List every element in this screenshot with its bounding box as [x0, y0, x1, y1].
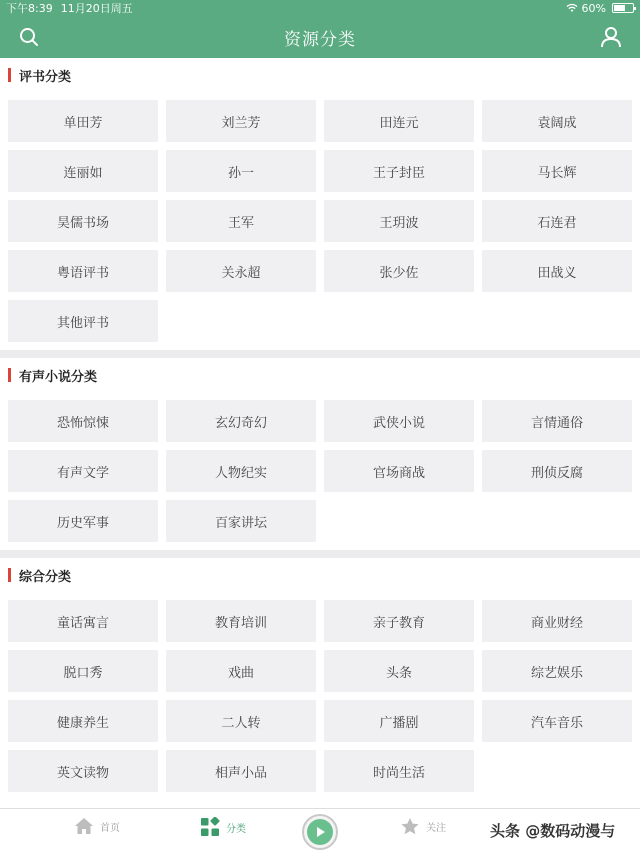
- tab-category[interactable]: [200, 817, 246, 837]
- section-marker: [8, 568, 11, 582]
- category-item[interactable]: 关永超: [166, 250, 316, 292]
- section-title: 综合分类: [19, 569, 72, 585]
- nav-bar: [0, 16, 640, 58]
- category-item[interactable]: 连丽如: [8, 150, 158, 192]
- category-item[interactable]: 马长辉: [482, 150, 632, 192]
- wifi-icon: [566, 3, 578, 13]
- category-item[interactable]: 汽车音乐: [482, 700, 632, 742]
- category-item[interactable]: 教育培训: [166, 600, 316, 642]
- category-item[interactable]: 田连元: [324, 100, 474, 142]
- category-grid: [0, 92, 640, 342]
- status-bar: [0, 0, 640, 16]
- category-item[interactable]: 人物纪实: [166, 450, 316, 492]
- tab-follow-label: 关注: [426, 823, 446, 834]
- category-item[interactable]: 粤语评书: [8, 250, 158, 292]
- battery-percent: 60%: [581, 1, 606, 15]
- category-item[interactable]: 言情通俗: [482, 400, 632, 442]
- category-item[interactable]: 田战义: [482, 250, 632, 292]
- category-item[interactable]: 石连君: [482, 200, 632, 242]
- section-pingshu: [0, 58, 640, 350]
- section-marker: [8, 68, 11, 82]
- category-item[interactable]: 历史军事: [8, 500, 158, 542]
- tab-category-label: 分类: [226, 823, 246, 835]
- category-item[interactable]: 健康养生: [8, 700, 158, 742]
- category-item[interactable]: 王玥波: [324, 200, 474, 242]
- category-item[interactable]: 官场商战: [324, 450, 474, 492]
- category-item[interactable]: 孙一: [166, 150, 316, 192]
- category-item[interactable]: 袁阔成: [482, 100, 632, 142]
- section-marker: [8, 368, 11, 382]
- category-item[interactable]: 有声文学: [8, 450, 158, 492]
- category-item[interactable]: 其他评书: [8, 300, 158, 342]
- category-item[interactable]: 童话寓言: [8, 600, 158, 642]
- page-title: 资源分类: [284, 29, 356, 50]
- tab-home-label: 首页: [100, 822, 120, 834]
- category-item[interactable]: 武侠小说: [324, 400, 474, 442]
- watermark: 头条 @数码动漫与: [490, 822, 616, 840]
- category-item[interactable]: 百家讲坛: [166, 500, 316, 542]
- category-item[interactable]: 英文读物: [8, 750, 158, 792]
- section-title: 有声小说分类: [19, 369, 98, 385]
- search-button[interactable]: [16, 24, 42, 50]
- category-item[interactable]: 刘兰芳: [166, 100, 316, 142]
- category-item[interactable]: 综艺娱乐: [482, 650, 632, 692]
- category-item[interactable]: 刑侦反腐: [482, 450, 632, 492]
- category-item[interactable]: 脱口秀: [8, 650, 158, 692]
- category-item[interactable]: 单田芳: [8, 100, 158, 142]
- category-item[interactable]: 广播剧: [324, 700, 474, 742]
- category-item[interactable]: 恐怖惊悚: [8, 400, 158, 442]
- play-icon: [314, 826, 326, 838]
- category-item[interactable]: 相声小品: [166, 750, 316, 792]
- search-icon: [19, 27, 39, 47]
- category-item[interactable]: 头条: [324, 650, 474, 692]
- category-item[interactable]: 王军: [166, 200, 316, 242]
- section-title: 评书分类: [19, 69, 72, 85]
- tab-home[interactable]: [74, 817, 120, 835]
- category-grid: [0, 592, 640, 792]
- category-item[interactable]: 玄幻奇幻: [166, 400, 316, 442]
- category-icon: [200, 817, 220, 837]
- star-icon: [400, 817, 420, 836]
- section-general: [0, 558, 640, 800]
- section-divider: [0, 550, 640, 558]
- category-item[interactable]: 商业财经: [482, 600, 632, 642]
- category-list[interactable]: [0, 58, 640, 808]
- section-divider: [0, 350, 640, 358]
- section-header: [0, 58, 640, 92]
- user-icon: [600, 26, 622, 48]
- profile-button[interactable]: [598, 24, 624, 50]
- home-icon: [74, 817, 94, 835]
- category-item[interactable]: 亲子教育: [324, 600, 474, 642]
- status-date: 11月20日周五: [60, 2, 133, 15]
- category-item[interactable]: 王子封臣: [324, 150, 474, 192]
- battery-icon: [612, 3, 634, 13]
- album-cover: [307, 819, 333, 845]
- section-header: [0, 558, 640, 592]
- category-grid: [0, 392, 640, 542]
- now-playing-button[interactable]: [302, 814, 338, 850]
- category-item[interactable]: 戏曲: [166, 650, 316, 692]
- section-header: [0, 358, 640, 392]
- status-time: 下午8:39: [6, 2, 53, 15]
- category-item[interactable]: 时尚生活: [324, 750, 474, 792]
- category-item[interactable]: 二人转: [166, 700, 316, 742]
- category-item[interactable]: 张少佐: [324, 250, 474, 292]
- section-audio-novel: [0, 358, 640, 550]
- tab-follow[interactable]: [400, 817, 446, 836]
- category-item[interactable]: 昊儒书场: [8, 200, 158, 242]
